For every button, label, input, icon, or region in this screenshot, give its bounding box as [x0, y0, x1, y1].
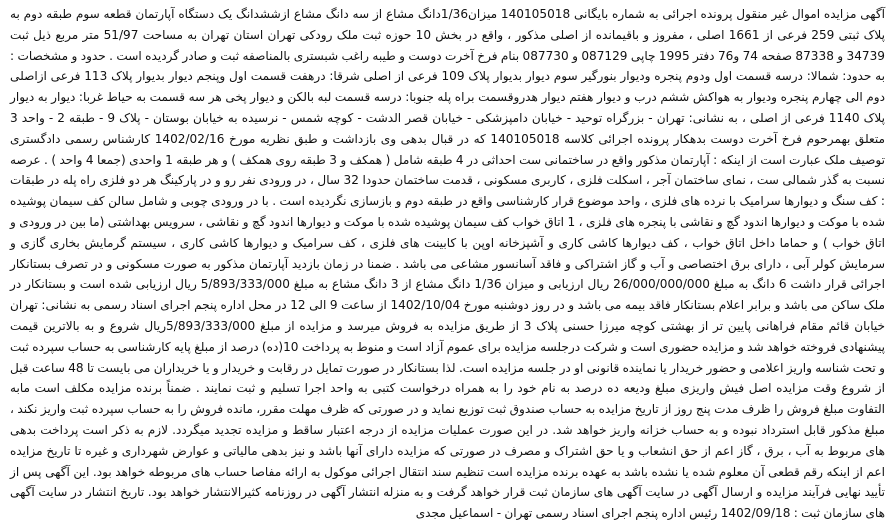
notice-title: آگهی مزایده اموال غیر منقول پرونده اجرائی به شماره بایگانی 140105018 میزان1/36دانگ مشاع از سه دانگ مشاع ازششدانگ یک دستگاه آپارتمان قطعه سوم طبقه دوم به: [10, 7, 885, 21]
notice-body: پلاک ثبتی 259 فرعی از 1661 اصلی ، مفروز و باقیمانده از اصلی مذکور ، واقع در بخش 10 حوزه ثبت ملک رودکی تهران استان تهران به مساحت 51/97 متر مربع ذیل ثبت 34739 و 87338 صفحه 74 و76 دفتر 1995 چاپی 087129 و 087730 بنام فرخ آخرت دوست و طیبه راغب شبستری بالمناصفه ثبت و صادر گردیده است . حدود و مشخصات : به حدود: شمالا: درسه قسمت اول ودوم پنجره ودیوار بنورگیر سوم دیوار بدیوار پلاک 109 فرعی از اصلی شرقا: درهفت قسمت اول وپنجم دیوار بدیوار پلاک 113 فرعی ازاصلی دوم الی چهارم پنجره ودیوار به هواکش ششم درب و دیوار هفتم دیوار هدروقسمت براه پله جنوبا: درسه قسمت لبه بالکن و دیوار پخی هر سه قسمت به حیاط غربا: دیوار به دیوار پلاک 1140 فرعی از اصلی ، به نشانی: تهران - بزرگراه توحید - خیابان دامپزشکی - خیابان قصر الدشت - کوچه شمس - نرسیده به خیابان بوستان - پلاک 9 - طبقه 2 - واحد 3 متعلق بهمرحوم فرخ آخرت دوست بدهکار پرونده اجرائی کلاسه 140105018 که در قبال بدهی وی بازداشت و طبق نظریه مورخ 1402/02/16 کارشناس رسمی دادگستری توصیف ملک عبارت است از اینکه : آپارتمان مذکور واقع در ساختمانی ست احداثی در 4 طبقه شامل ( همکف و 3 طبقه روی همکف ) و هر طبقه 1 واحدی (جمعا 4 واحد ) . عرصه نسبت به گذر شمالی ست ، نمای ساختمان آجر ، اسکلت فلزی ، کاربری مسکونی ، قدمت ساختمان حدودا 32 سال ، در ورودی نفر رو و در پارکینگ هر دو فلزی راه پله در طبقات : کف سنگ و دیوارها سرامیک با نرده های فلزی ، واحد موضوع قرار کارشناسی واقع در طبقه دوم و بازسازی نگردیده است . با در ورودی چوبی و شامل سالن کف سیمان پوشیده شده با موکت و دیوارها اندود گچ و نقاشی با پنجره های فلزی ، 1 اتاق خواب کف سیمان پوشیده شده با موکت و دیوارها اندود گچ و نقاشی ، سرویس بهداشتی (ما بین در ورودی و اتاق خواب ) و حماما داخل اتاق خواب ، کف دیوارها کاشی کاری و آشپزخانه اوپن با کابینت های فلزی ، کف سرامیک و دیوارها کاشی کاری ، سیستم گرمایش بخاری گازی و سرمایش کولر آبی ، دارای برق اختصاصی و آب و گاز اشتراکی و فاقد آسانسور مشاعی می باشد . ضمنا در زمان بازدید آپارتمان مذکور به صورت مسکونی و در تصرف بستانکار اجرائی قرار داشت 6 دانگ به مبلغ 26/000/000/000 ریال ارزیابی و میزان 1/36 دانگ مشاع از 3 دانگ مشاع به مبلغ 5/893/333/000 ریال ارزیابی شده است و بستانکار در ملک ساکن می باشد و برابر اعلام بستانکار فاقد بیمه می باشد و در روز دوشنبه مورخ 1402/10/04 از ساعت 9 الی 12 در محل اداره پنجم اجرای اسناد رسمی به نشانی: تهران خیابان قائم مقام فراهانی پایین تر از بهشتی کوچه میرزا حسنی پلاک 3 از طریق مزایده به فروش میرسد و مزایده از مبلغ 5/893/333/000ریال شروع و به بالاترین قیمت پیشنهادی فروخته خواهد شد و مزایده حضوری است و شرکت درجلسه مزایده برای عموم آزاد است و منوط به پرداخت 10(ده) درصد از مبلغ پایه کارشناسی به حساب سپرده ثبت و تحت شناسه واریز اعلامی و حضور خریدار یا نماینده قانونی او در جلسه مزایده است. لذا بستانکار در صورت تمایل در رقابت و خریدار و یا خریداران می بایست تا 48 ساعت قبل از شروع وقت مزایده اصل فیش واریزی مبلغ ودیعه ده درصد به نام خود را به همراه درخواست کتبی به واحد اجرا تسلیم و ثبت نمایند . ضمناً برنده مزایده مکلف است مابه التفاوت مبلغ فروش را ظرف مدت پنج روز از تاریخ مزایده به حساب صندوق ثبت توزیع نماید و در صورتی که ظرف مهلت مقرر، مانده فروش را به حساب سپرده ثبت واریز نکند ، مبلغ مذکور قابل استرداد نبوده و به حساب خزانه واریز خواهد شد. در این صورت عملیات مزایده از درجه اعتبار ساقط و مزایده تجدید میگردد. لازم به ذکر است پرداخت بدهی های مربوط به آب ، برق ، گاز اعم از حق انشعاب و یا حق اشتراک و مصرف در صورتی که مزایده دارای آنها باشد و نیز بدهی مالیاتی و عوارض شهرداری و غیره تا تاریخ مزایده اعم از اینکه رقم قطعی آن معلوم شده یا نشده باشد به عهده برنده مزایده است تنظیم سند انتقال اجرائی موکول به ارائه مفاصا حساب های مربوطه خواهد بود. این آگهی پس از تأیید نهایی فرآیند مزایده و ارسال آگهی در سایت آگهی های سازمان ثبت قرار خواهد گرفت و به منزله انتشار آگهی در روزنامه کثیرالانتشار خواهد بود. تاریخ انتشار در سایت آگهی های سازمان ثبت : 1402/09/18 رئیس اداره پنجم اجرای اسناد رسمی تهران - اسماعیل مجدی: [10, 27, 886, 521]
auction-notice-text: [10, 4, 885, 524]
